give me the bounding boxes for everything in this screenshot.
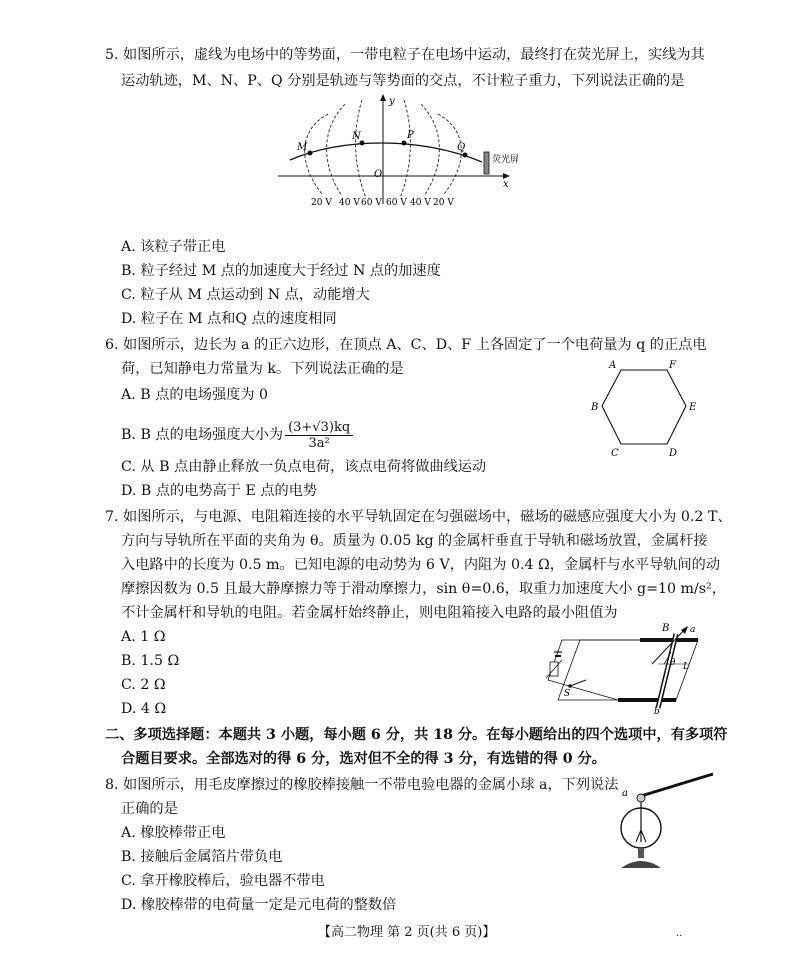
q6-option-d: D. B 点的电势高于 E 点的电势 — [121, 483, 318, 499]
x-axis-label: x — [503, 179, 509, 190]
fluorescent-screen — [484, 152, 489, 174]
q6-option-c: C. 从 B 点由静止释放一负点电荷，该点电荷将做曲线运动 — [121, 459, 487, 475]
screen-label: 荧光屏 — [492, 155, 520, 165]
point-p-label: P — [407, 130, 414, 141]
point-m-label: M — [297, 142, 308, 153]
section2-heading-line2: 合题目要求。全部选对的得 6 分，选对但不全的得 3 分，有选错的得 0 分。 — [121, 751, 606, 767]
foil-left — [636, 830, 641, 842]
potential-label: 40 V — [410, 198, 431, 208]
switch-label: S — [564, 689, 571, 699]
q6-option-a: A. B 点的电场强度为 0 — [121, 387, 269, 403]
origin-label: O — [374, 169, 383, 180]
field-region — [558, 640, 698, 700]
rubber-rod — [641, 774, 713, 796]
q7-stem-line1: 7. 如图所示，与电源、电阻箱连接的水平导轨固定在匀强磁场中，磁场的磁感应强度大小为 0.2 T、 — [105, 509, 732, 525]
vertex-label: C — [611, 448, 619, 459]
q5-option-b: B. 粒子经过 M 点的加速度大于经过 N 点的加速度 — [121, 263, 441, 279]
q7-stem-line2: 方向与导轨所在平面的夹角为 θ。质量为 0.05 kg 的金属杆垂直于导轨和磁场放置，金属杆接 — [121, 533, 708, 549]
q7-option-a: A. 1 Ω — [121, 629, 166, 645]
potential-label: 60 V — [386, 198, 407, 208]
equipotential-40v-left — [327, 104, 345, 196]
vertex-label: E — [689, 402, 697, 413]
fraction-denominator: 3a² — [308, 435, 330, 451]
q6-stem-line1: 6. 如图所示，边长为 a 的正六边形，在顶点 A、C、D、F 上各固定了一个电荷量为 q 的正点电 — [105, 337, 707, 353]
q7-stem-line3: 入电路中的长度为 0.5 m。已知电源的电动势为 6 V，内阻为 0.4 Ω，金属杆与水平导轨间的动 — [121, 557, 721, 573]
angle-label: θ — [670, 658, 676, 668]
q5-option-d: D. 粒子在 M 点和Q 点的速度相同 — [121, 311, 337, 327]
q7-option-b: B. 1.5 Ω — [121, 653, 180, 669]
q7-stem-line5: 不计金属杆和导轨的电阻。若金属杆始终静止，则电阻箱接入电路的最小阻值为 — [121, 605, 618, 621]
vertex-label: F — [669, 360, 676, 371]
q5-option-a: A. 该粒子带正电 — [121, 239, 226, 255]
potential-label: 40 V — [339, 198, 360, 208]
foil-right — [641, 830, 646, 842]
page-footer: 【高二物理 第 2 页(共 6 页)】 — [318, 925, 496, 940]
q6-hexagon-figure — [585, 356, 705, 462]
q5-stem-line2: 运动轨迹，M、N、P、Q 分别是轨迹与等势面的交点，不计粒子重力，下列说法正确的是 — [121, 73, 685, 89]
stand-neck — [638, 848, 644, 858]
q7-stem-line4: 摩擦因数为 0.5 且最大静摩擦力等于滑动摩擦力，sin θ=0.6，取重力加速度大小 g=10 m/s²， — [121, 581, 726, 597]
q8-stem-line1: 8. 如图所示，用毛皮摩擦过的橡胶棒接触一不带电验电器的金属小球 a，下列说法 — [105, 777, 619, 793]
q6-option-b-text: B. B 点的电场强度大小为 — [121, 427, 284, 443]
point-p — [402, 141, 407, 146]
rod-end-label-b: b — [654, 707, 660, 714]
potential-label: 20 V — [433, 198, 454, 208]
length-label: L — [683, 662, 689, 672]
particle-trajectory — [290, 143, 482, 162]
stand-base — [621, 861, 661, 868]
metal-rod-highlight — [658, 634, 676, 708]
y-axis-label: y — [389, 96, 395, 107]
circuit-wire — [548, 640, 640, 700]
ball-label: a — [622, 788, 628, 799]
field-label: B — [662, 623, 670, 634]
q8-option-c: C. 拿开橡胶棒后，验电器不带电 — [121, 873, 325, 889]
q8-option-b: B. 接触后金属箔片带负电 — [121, 849, 283, 865]
q7-option-c: C. 2 Ω — [121, 677, 166, 693]
vertex-label: B — [591, 402, 599, 413]
corner-mark: ·· — [676, 931, 683, 942]
equipotential-60v-right — [400, 100, 410, 198]
q5-stem-line1: 5. 如图所示，虚线为电场中的等势面，一带电粒子在电场中运动，最终打在荧光屏上，实线为其 — [105, 47, 705, 63]
q8-option-d: D. 橡胶棒带的电荷量一定是元电荷的整数倍 — [121, 897, 397, 913]
vertex-label: D — [669, 448, 678, 459]
potential-label: 60 V — [361, 198, 382, 208]
y-axis-arrow — [380, 94, 386, 101]
hexagon — [602, 370, 686, 444]
q8-stem-line2: 正确的是 — [121, 801, 178, 817]
section2-heading-line1: 二、多项选择题：本题共 3 小题，每小题 6 分，共 18 分。在每小题给出的四个选项中，有多项符 — [105, 727, 728, 743]
rod-end-label-a: a — [690, 625, 696, 635]
q6-option-b — [121, 418, 353, 452]
point-m — [308, 151, 313, 156]
switch-lever — [570, 680, 586, 686]
fraction-numerator: (3+√3)kq — [285, 420, 353, 436]
potential-label: 20 V — [311, 198, 332, 208]
vertex-label: A — [609, 360, 617, 371]
q8-option-a: A. 橡胶棒带正电 — [121, 825, 226, 841]
q6-stem-line2: 荷，已知静电力常量为 k。下列说法正确的是 — [121, 361, 404, 377]
q5-option-c: C. 粒子从 M 点运动到 N 点，动能增大 — [121, 287, 370, 303]
q8-electroscope-figure — [605, 770, 725, 874]
equipotential-40v-right — [421, 104, 439, 196]
point-q-label: Q — [457, 142, 466, 153]
q7-rail-circuit-figure — [540, 622, 710, 714]
equipotential-60v-left — [356, 100, 366, 198]
metal-ball — [637, 794, 645, 802]
point-n-label: N — [352, 131, 361, 142]
point-q — [463, 153, 468, 158]
q5-equipotential-figure — [270, 92, 520, 210]
q7-option-d: D. 4 Ω — [121, 701, 167, 717]
q6-option-b-fraction — [285, 420, 353, 451]
